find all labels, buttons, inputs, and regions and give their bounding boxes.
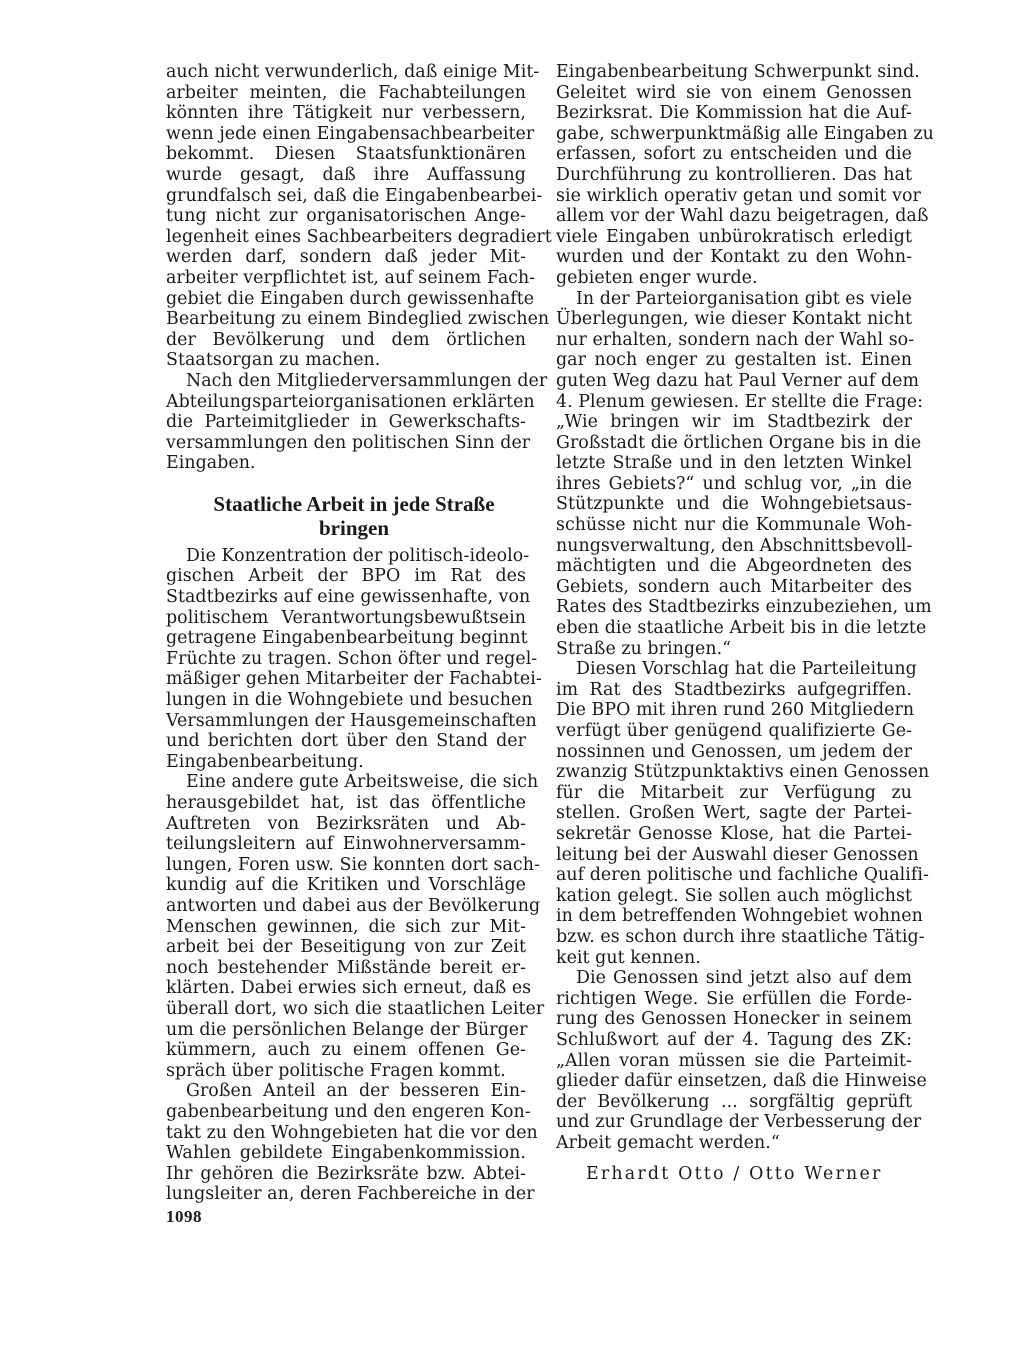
text-line: Abteilungsparteiorganisationen erklärten — [166, 391, 535, 412]
text-line: getragene Eingabenbearbeitung beginnt — [166, 628, 528, 649]
text-line: sie wirklich operativ getan und somit vor — [556, 185, 921, 206]
text-line: Diesen Vorschlag hat die Parteileitung — [576, 659, 917, 680]
text-line: Stützpunkte und die Wohngebietsaus- — [556, 494, 912, 515]
text-line: teilungsleitern auf Einwohnerversamm- — [166, 834, 526, 855]
text-line: Menschen gewinnen, die sich zur Mit- — [166, 916, 526, 937]
text-line: stellen. Großen Wert, sagte der Partei- — [556, 803, 912, 824]
text-line: auch nicht verwunderlich, daß einige Mit- — [166, 62, 540, 82]
paragraph — [556, 288, 932, 660]
text-line: gabe, schwerpunktmäßig alle Eingaben zu — [556, 123, 934, 144]
paragraph — [556, 968, 927, 1153]
text-line: viele Eingaben unbürokratisch erledigt — [556, 226, 912, 247]
text-line: richtigen Wege. Sie erfüllen die Forde- — [556, 988, 912, 1009]
text-line: im Rat des Stadtbezirks aufgegriffen. — [556, 679, 912, 700]
text-line: arbeiter meinten, die Fachabteilungen — [166, 82, 526, 103]
text-line: gebieten enger wurde. — [556, 267, 758, 288]
text-line: arbeiter verpflichtet ist, auf seinem Fach- — [166, 267, 536, 288]
text-line: Gebiets, sondern auch Mitarbeiter des — [556, 576, 912, 597]
text-line: antworten und dabei aus der Bevölkerung — [166, 895, 541, 916]
text-line: Stadtbezirks auf eine gewissenhafte, von — [166, 587, 531, 608]
paragraph — [556, 659, 930, 968]
text-line: sekretär Genosse Klose, hat die Partei- — [556, 823, 912, 844]
text-line: gar noch enger zu gestalten ist. Einen — [556, 350, 912, 371]
text-line: guten Weg dazu hat Paul Verner auf dem — [556, 370, 920, 391]
text-line: Die Konzentration der politisch-ideolo- — [186, 545, 530, 566]
text-line: versammlungen den politischen Sinn der — [166, 432, 531, 453]
author-signature: Erhardt Otto / Otto Werner — [586, 1164, 883, 1185]
text-line: Ihr gehören die Bezirksräte bzw. Abtei- — [166, 1163, 526, 1184]
text-line: In der Parteiorganisation gibt es viele — [576, 288, 912, 309]
paragraph — [556, 62, 934, 289]
text-line: keit gut kennen. — [556, 947, 701, 968]
text-line: glieder dafür einsetzen, daß die Hinweise — [556, 1071, 927, 1092]
text-line: für die Mitarbeit zur Verfügung zu — [556, 782, 912, 803]
text-line: und zur Grundlage der Verbesserung der — [556, 1112, 922, 1133]
text-line: Schlußwort auf der 4. Tagung des ZK: — [556, 1029, 912, 1050]
text-line: zwanzig Stützpunktaktivs einen Genossen — [556, 762, 930, 783]
text-line: Versammlungen der Hausgemeinschaften — [166, 710, 537, 731]
text-line: gebiet die Eingaben durch gewissenhafte — [166, 288, 535, 309]
text-line: nungsverwaltung, den Abschnittsbevoll- — [556, 535, 913, 556]
text-line: Überlegungen, wie dieser Kontakt nicht — [556, 309, 912, 330]
text-line: auf deren politische und fachliche Qualifi- — [556, 865, 929, 886]
left-column — [166, 62, 552, 1205]
text-line: lungen in die Wohngebiete und besuchen — [166, 690, 533, 711]
text-line: um die persönlichen Belange der Bürger — [166, 1019, 528, 1040]
text-line: Staatsorgan zu machen. — [166, 350, 381, 371]
text-line: legenheit eines Sachbearbeiters degradiert — [166, 226, 552, 247]
text-line: takt zu den Wohngebieten hat die vor den — [166, 1122, 538, 1143]
text-line: Arbeit gemacht werden.“ — [556, 1132, 780, 1153]
text-line: Wahlen gebildete Eingabenkommission. — [166, 1143, 526, 1164]
text-line: „Allen voran müssen sie die Parteimit- — [556, 1050, 912, 1071]
text-line: spräch über politische Fragen kommt. — [166, 1060, 506, 1081]
text-line: allem vor der Wahl dazu beigetragen, daß — [556, 206, 929, 227]
text-line: rung des Genossen Honecker in seinem — [556, 1009, 912, 1030]
text-line: wenn jede einen Eingabensachbearbeiter — [166, 123, 535, 144]
paragraph — [166, 370, 548, 474]
text-line: kundig auf die Kritiken und Vorschläge — [166, 875, 526, 896]
text-line: überall dort, wo sich die staatlichen Leiter — [166, 998, 545, 1019]
text-line: bekommt. Diesen Staatsfunktionären — [166, 144, 526, 165]
text-line: wurden und der Kontakt zu den Wohn- — [556, 247, 912, 268]
text-line: klärten. Dabei erwies sich erneut, daß es — [166, 978, 532, 999]
text-line: eben die staatliche Arbeit bis in die letzte — [556, 618, 927, 639]
text-line: leitung bei der Auswahl dieser Genossen — [556, 844, 919, 865]
paragraph — [166, 545, 542, 773]
text-line: Bezirksrat. Die Kommission hat die Auf- — [556, 103, 912, 124]
right-column — [556, 62, 934, 1185]
text-line: letzte Straße und in den letzten Winkel — [556, 453, 912, 474]
text-line: kation gelegt. Sie sollen auch möglichst — [556, 885, 912, 906]
text-line: der Bevölkerung und dem örtlichen — [166, 329, 526, 350]
text-line: verfügt über genügend qualifizierte Ge- — [556, 721, 912, 741]
text-line: mäßiger gehen Mitarbeiter der Fachabtei- — [166, 669, 542, 690]
text-line: lungsleiter an, deren Fachbereiche in der — [166, 1184, 535, 1205]
text-line: Eingaben. — [166, 453, 256, 474]
text-line: nossinnen und Genossen, um jedem der — [556, 741, 912, 762]
text-line: Früchte zu tragen. Schon öfter und regel- — [166, 648, 538, 669]
text-line: werden darf, sondern daß jeder Mit- — [166, 247, 526, 268]
text-line: schüsse nicht nur die Kommunale Woh- — [556, 515, 912, 536]
text-line: lungen, Foren usw. Sie konnten dort sach- — [166, 854, 540, 875]
text-line: Durchführung zu kontrollieren. Das hat — [556, 164, 912, 185]
text-line: und berichten dort über den Stand der — [166, 731, 526, 752]
text-line: Die BPO mit ihren rund 260 Mitgliedern — [556, 700, 915, 721]
paragraph — [166, 772, 545, 1081]
text-line: „Wie bringen wir im Stadtbezirk der — [556, 412, 912, 433]
text-line: könnten ihre Tätigkeit nur verbessern, — [166, 103, 526, 124]
text-line: gischen Arbeit der BPO im Rat des — [166, 566, 526, 587]
text-line: erfassen, sofort zu entscheiden und die — [556, 144, 912, 165]
page-number: 1098 — [166, 1207, 202, 1226]
paragraph — [166, 1081, 538, 1205]
text-line: tung nicht zur organisatorischen Ange- — [166, 206, 526, 227]
text-line: der Bevölkerung ... sorgfältig geprüft — [556, 1091, 912, 1112]
text-line: grundfalsch sei, daß die Eingabenbearbei- — [166, 185, 543, 206]
text-line: die Parteimitglieder in Gewerkschafts- — [166, 412, 526, 433]
text-line: Bearbeitung zu einem Bindeglied zwischen — [166, 309, 550, 330]
text-line: gabenbearbeitung und den engeren Kon- — [166, 1101, 531, 1122]
text-line: Rates des Stadtbezirks einzubeziehen, um — [556, 597, 932, 618]
text-line: wurde gesagt, daß ihre Auffassung — [166, 164, 526, 185]
text-line: Eingabenbearbeitung Schwerpunkt sind. — [556, 62, 920, 82]
text-line: Eingabenbearbeitung. — [166, 751, 364, 772]
text-line: Die Genossen sind jetzt also auf dem — [576, 968, 912, 989]
paragraph — [166, 62, 552, 371]
text-line: politischem Verantwortungsbewußtsein — [166, 607, 526, 628]
text-line: arbeit bei der Beseitigung von zur Zeit — [166, 937, 526, 958]
text-line: in dem betreffenden Wohngebiet wohnen — [556, 906, 923, 927]
text-line: noch bestehender Mißstände bereit er- — [166, 957, 526, 978]
text-line: 4. Plenum gewiesen. Er stellte die Frage: — [556, 391, 923, 412]
text-line: Auftreten von Bezirksräten und Ab- — [166, 813, 526, 834]
text-line: Geleitet wird sie von einem Genossen — [556, 82, 912, 103]
section-heading — [166, 492, 526, 540]
text-line: herausgebildet hat, ist das öffentliche — [166, 793, 526, 813]
text-line: Nach den Mitgliederversammlungen der — [186, 370, 548, 391]
text-line: bzw. es schon durch ihre staatliche Tätig- — [556, 926, 925, 947]
text-line: Eine andere gute Arbeitsweise, die sich — [186, 772, 539, 793]
text-line: nur erhalten, sondern nach der Wahl so- — [556, 329, 915, 350]
text-line: Straße zu bringen.“ — [556, 638, 732, 659]
text-line: kümmern, auch zu einem offenen Ge- — [166, 1040, 526, 1061]
text-line: Großstadt die örtlichen Organe bis in die — [556, 432, 922, 453]
text-line: Großen Anteil an der besseren Ein- — [186, 1081, 526, 1102]
text-line: mächtigten und die Abgeordneten des — [556, 556, 912, 577]
section-heading-line: bringen — [318, 515, 389, 540]
text-line: ihres Gebiets?“ und schlug vor, „in die — [556, 473, 912, 494]
section-heading-line: Staatliche Arbeit in jede Straße — [213, 491, 495, 516]
